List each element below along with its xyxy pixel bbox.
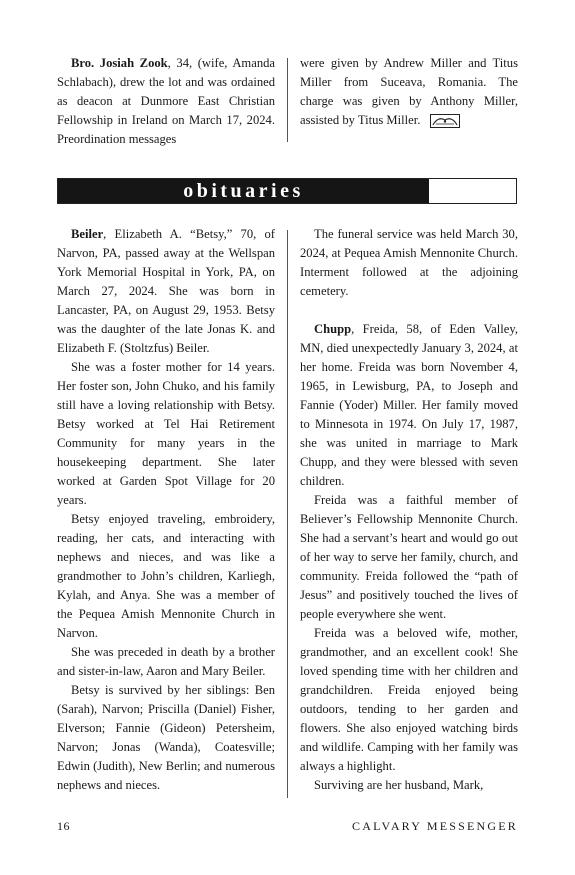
ordination-name: Bro. Josiah Zook (71, 56, 168, 70)
section-title: obituaries (183, 180, 304, 202)
beiler-survivors: Betsy is survived by her siblings: Ben (Sarah), Narvon; Priscilla (Daniel) Fisher, Elverson; Fannie (Gideon) Petersheim, Narvon; Jonas (Wanda), Coatesville; Edwin (Judith), New Berlin; and numerous nephews and nieces. (57, 683, 275, 792)
ornament-icon (430, 114, 460, 128)
publication-name: CALVARY MESSENGER (352, 819, 518, 833)
beiler-intro: Beiler, Elizabeth A. “Betsy,” 70, of Narvon, PA, passed away at the Wellspan York Memorial Hospital in York, PA, on March 27, 2024. She was born in Lancaster, PA, on August 29, 1953. Betsy was the daughter of the late Jonas K. and Elizabeth F. (Stoltzfus) Beiler. (57, 227, 275, 355)
chupp-survivors: Surviving are her husband, Mark, (314, 778, 484, 792)
ordination-text: , 34, (wife, Amanda Schlabach), drew the lot and was ordained as deacon at Dunmore East Christian Fellowship in Ireland on March 17, 2024. Preordination messages (57, 56, 275, 146)
page-number: 16 (57, 819, 70, 833)
top-column-divider (287, 58, 288, 142)
ordination-continuation: were given by Andrew Miller and Titus Miller from Suceava, Romania. The charge was given by Anthony Miller, assisted by Titus Miller. (300, 56, 518, 127)
beiler-foster: She was a foster mother for 14 years. Her foster son, John Chuko, and his family still have a loving relationship with Betsy. Betsy worked at Tel Hai Retirement Community for many years in the housekeeping department. She later worked at Garden Spot Village for 20 years. (57, 360, 275, 507)
chupp-family: Freida was a beloved wife, mother, grandmother, and an excellent cook! She loved spending time with her children and grandchildren. Freida enjoyed being outdoors, tending to her garden and flowers. She also enjoyed watching birds and wildlife. Camping with her family was always a highlight. (300, 626, 518, 773)
beiler-preceded: She was preceded in death by a brother and sister-in-law, Aaron and Mary Beiler. (57, 645, 275, 678)
chupp-intro: Chupp, Freida, 58, of Eden Valley, MN, died unexpectedly January 3, 2024, at her home. Freida was born November 4, 1965, in Lewisburg, PA, to Joseph and Fannie (Yoder) Miller. Her family moved to Minnesota in 1974. On July 17, 1987, she was united in marriage to Mark Chupp, and they were blessed with seven children. (300, 322, 518, 488)
beiler-name: Beiler (71, 227, 104, 241)
beiler-interests: Betsy enjoyed traveling, embroidery, reading, her cats, and interacting with nephews and nieces, and was like a grandmother to John’s children, Karliegh, Kylah, and Anya. She was a member of the Pequea Amish Mennonite Church in Narvon. (57, 512, 275, 640)
obituary-left-column (57, 225, 275, 795)
beiler-funeral: The funeral service was held March 30, 2024, at Pequea Amish Mennonite Church. Interment followed at the adjoining cemetery. (300, 227, 518, 298)
obituary-column-divider (287, 230, 288, 798)
top-left-column (57, 54, 275, 149)
ordination-paragraph (57, 54, 275, 149)
chupp-name: Chupp (314, 322, 352, 336)
chupp-faith: Freida was a faithful member of Believer’s Fellowship Mennonite Church. She had a servant’s heart and would go out of her way to serve her family, church, and community. Freida followed the “path of Jesus” and positively touched the lives of people everywhere she went. (300, 493, 518, 621)
top-right-column (300, 54, 518, 130)
obituary-right-column (300, 225, 518, 795)
section-banner (57, 178, 517, 204)
